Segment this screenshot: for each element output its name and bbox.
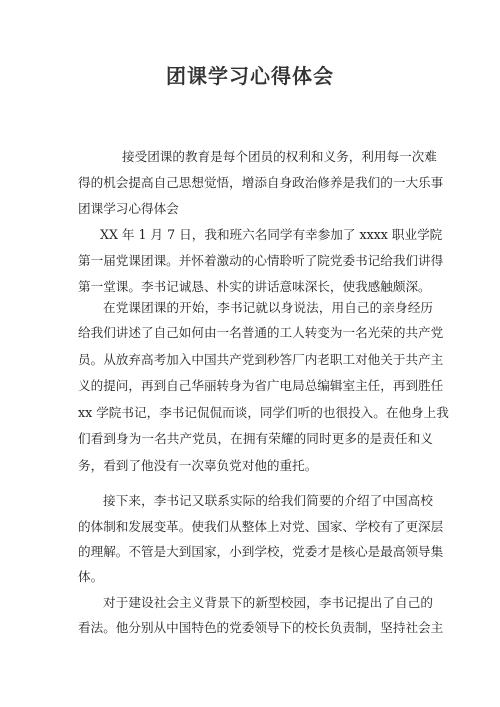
paragraph-line: 们看到身为一名共产党员，在拥有荣耀的同时更多的是责任和义	[78, 431, 433, 446]
paragraph-line: 在党课团课的开始，李书记就以身说法，用自己的亲身经历	[103, 300, 433, 315]
paragraph-line: 看法。他分别从中国特色的党委领导下的校长负责制，坚持社会主	[78, 620, 444, 635]
document-title: 团课学习心得体会	[166, 64, 334, 88]
paragraph-line: 得的机会提高自己思想觉悟，增添自身政治修养是我们的一大乐事	[78, 175, 444, 190]
paragraph-line: 的理解。不管是大到国家，小到学校，党委才是核心是最高领导集	[78, 544, 444, 559]
paragraph-line: XX 年 1 月 7 日，我和班六名同学有幸参加了 xxxx 职业学院	[100, 227, 443, 242]
paragraph-line: 体。	[78, 569, 104, 584]
paragraph-line: 务，看到了他没有一次辜负党对他的重托。	[78, 458, 318, 473]
paragraph-line: 对于建设社会主义背景下的新型校园，李书记提出了自己的	[103, 595, 433, 610]
paragraph-line: xx 学院书记，李书记侃侃而谈，同学们听的也很投入。在他身上我	[78, 405, 449, 420]
paragraph-line: 的体制和发展变革。使我们从整体上对党、国家、学校有了更深层	[78, 519, 444, 534]
paragraph-line: 员。从放弃高考加入中国共产党到秒答厂内老职工对他关于共产主	[78, 352, 444, 367]
paragraph-line: 给我们讲述了自己如何由一名普通的工人转变为一名光荣的共产党	[78, 325, 444, 340]
paragraph-line: 接受团课的教育是每个团员的权利和义务，利用每一次难	[122, 149, 437, 164]
paragraph-line: 团课学习心得体会	[78, 201, 179, 216]
paragraph-line: 第一堂课。李书记诚恳、朴实的讲话意味深长，使我感触颇深。	[78, 279, 431, 294]
paragraph-line: 义的提问，再到自己华丽转身为省广电局总编辑室主任，再到胜任	[78, 378, 444, 393]
paragraph-line: 接下来，李书记又联系实际的给我们简要的介绍了中国高校	[103, 493, 433, 508]
paragraph-line: 第一届党课团课。并怀着激动的心情聆听了院党委书记给我们讲得	[78, 253, 444, 268]
